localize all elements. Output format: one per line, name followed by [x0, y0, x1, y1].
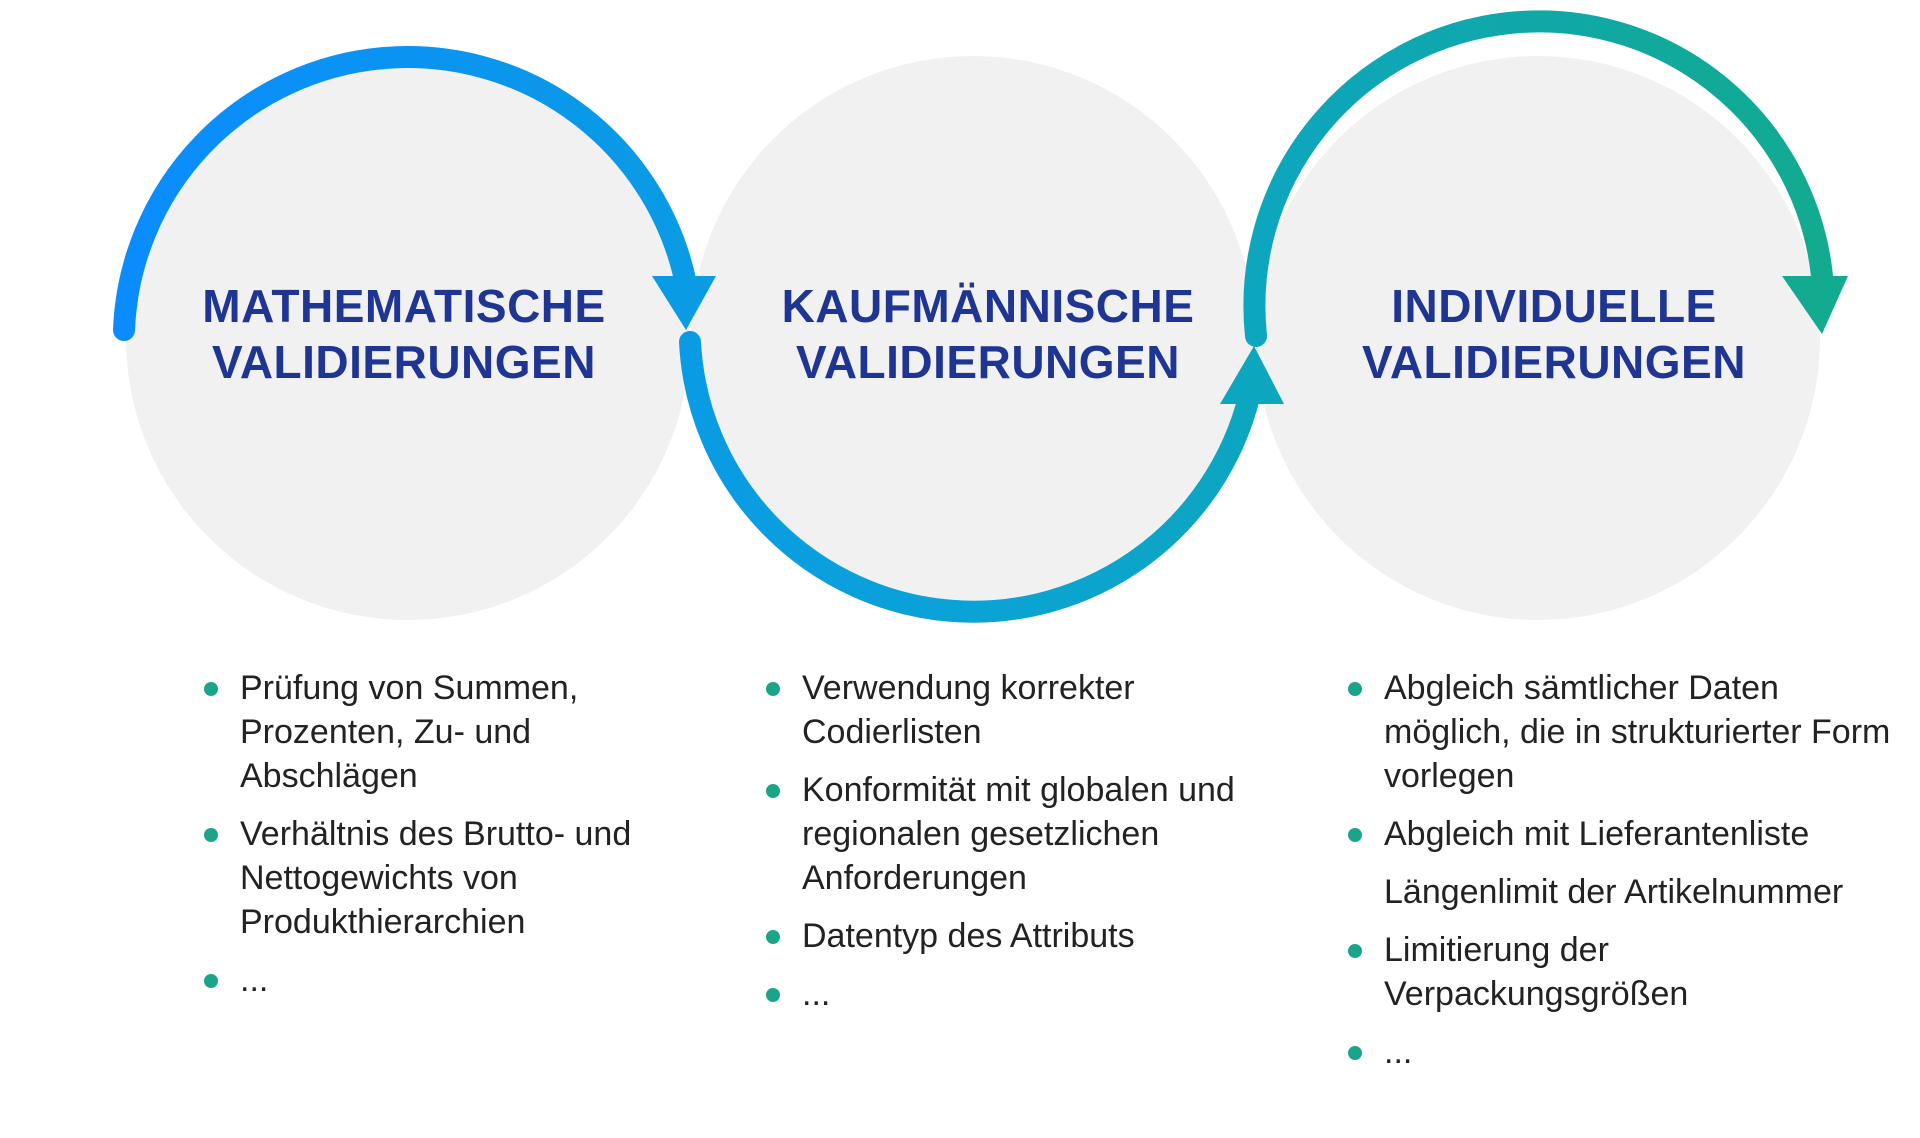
list-item [766, 768, 1266, 900]
list-item-text: Abgleich sämtlicher Daten möglich, die in strukturierter Form vorlegen [1384, 669, 1891, 795]
list-item-text: ... [802, 975, 831, 1013]
list-item-text: Prüfung von Summen, Prozenten, Zu- und Abschlägen [240, 669, 579, 795]
bullet-dot [1348, 682, 1362, 696]
list-item-text: ... [1384, 1033, 1413, 1071]
title-line-2: VALIDIERUNGEN [796, 336, 1180, 388]
list-item-text: Datentyp des Attributs [802, 917, 1135, 955]
bullet-dot [766, 682, 780, 696]
bullet-dot [1348, 828, 1362, 842]
title-kaufmaennisch [718, 278, 1258, 390]
list-item-text: ... [240, 961, 269, 999]
list-item [1348, 1030, 1898, 1074]
title-mathematisch [134, 278, 674, 390]
bullet-dot [204, 682, 218, 696]
list-item-text: Verwendung korrekter Codierlisten [802, 669, 1135, 751]
list-kaufmaennisch [766, 666, 1266, 1030]
bullet-dot [1348, 1046, 1362, 1060]
title-line-1: KAUFMÄNNISCHE [781, 280, 1195, 332]
bullet-dot [766, 784, 780, 798]
list-item [204, 812, 634, 944]
list-item-text: Abgleich mit Lieferantenliste [1384, 815, 1810, 853]
list-item-text: Limitierung der Verpackungsgrößen [1384, 931, 1689, 1013]
title-line-1: INDIVIDUELLE [1391, 280, 1717, 332]
list-mathematisch [204, 666, 634, 1016]
bullet-dot [204, 974, 218, 988]
title-individuell [1284, 278, 1824, 390]
bullet-dot [766, 930, 780, 944]
title-line-2: VALIDIERUNGEN [1362, 336, 1746, 388]
list-item [1348, 928, 1898, 1016]
title-line-2: VALIDIERUNGEN [212, 336, 596, 388]
list-item [766, 972, 1266, 1016]
list-item-text: Längenlimit der Artikelnummer [1384, 873, 1844, 911]
list-item [204, 958, 634, 1002]
list-item-text: Verhältnis des Brutto- und Nettogewichts von Produkthierarchien [240, 815, 632, 941]
bullet-dot [766, 988, 780, 1002]
bullet-dot [1348, 944, 1362, 958]
list-individuell [1348, 666, 1898, 1088]
list-item [204, 666, 634, 798]
list-item [1348, 870, 1898, 914]
list-item [766, 914, 1266, 958]
list-item [1348, 666, 1898, 798]
list-item-text: Konformität mit globalen und regionalen gesetzlichen Anforderungen [802, 771, 1235, 897]
list-item [1348, 812, 1898, 856]
list-item [766, 666, 1266, 754]
title-line-1: MATHEMATISCHE [202, 280, 606, 332]
bullet-dot [204, 828, 218, 842]
